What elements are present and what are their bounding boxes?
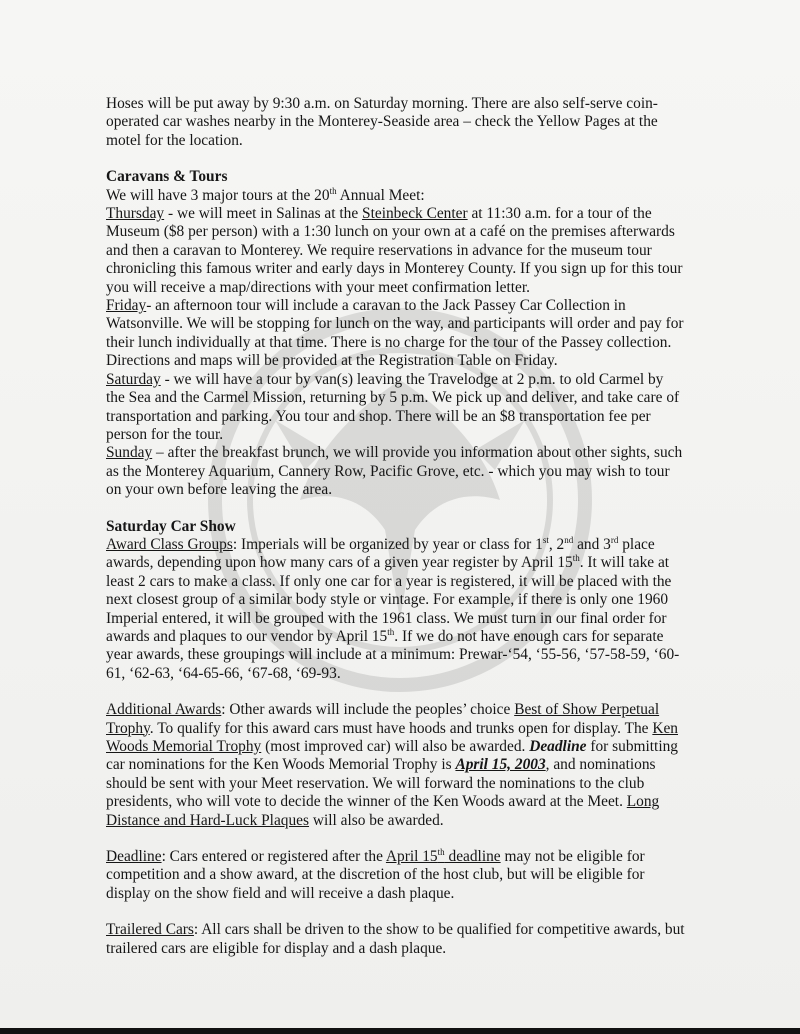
thursday-tour: Thursday - we will meet in Salinas at the Steinbeck Center at 11:30 a.m. for a tour of the Museum ($8 per person) with a 1:30 lunch on your own at a café on the premises afterwards and then a caravan to Monterey. We require reservations in advance for the museum tour chronicling this famous writer and early days in Monterey County. If you sign up for this tour you will receive a map/directions with your meet confirmation letter.	[106, 205, 683, 296]
intro-paragraph: Hoses will be put away by 9:30 a.m. on Saturday morning. There are also self-serve coin-operated car washes nearby in the Monterey-Seaside area – check the Yellow Pages at the motel for the location.	[106, 95, 658, 149]
friday-tour: Friday- an afternoon tour will include a caravan to the Jack Passey Car Collection in Watsonville. We will be stopping for lunch on the way, and participants will order and pay for their lunch individually at that time. There is no charge for the tour of the Passey collection. Directions and maps will be provided at the Registration Table on Friday.	[106, 297, 684, 370]
caravans-heading: Caravans & Tours	[106, 168, 228, 186]
car-show-heading: Saturday Car Show	[106, 517, 236, 535]
sunday-tour: Sunday – after the breakfast brunch, we will provide you information about other sights, such as the Monterey Aquarium, Cannery Row, Pacific Grove, etc. - which you may wish to tour on your own before leaving the area.	[106, 444, 683, 499]
deadline-paragraph: Deadline: Cars entered or registered after the April 15th deadline may not be eligible for competition and a show award, at the discretion of the host club, but will be eligible for display on the show field and will receive a dash plaque.	[106, 847, 645, 902]
document-body	[106, 95, 686, 958]
saturday-tour: Saturday - we will have a tour by van(s) leaving the Travelodge at 2 p.m. to old Carmel by the Sea and the Carmel Mission, returning by 5 p.m. We pick up and deliver, and take care of transportation and parking. You tour and shop. There will be an $8 transportation fee per person for the tour.	[106, 370, 680, 443]
caravans-intro: We will have 3 major tours at the 20th Annual Meet:	[106, 185, 425, 204]
trailered-cars-paragraph: Trailered Cars: All cars shall be driven to the show to be qualified for competitive awards, but trailered cars are eligible for display and a dash plaque.	[106, 921, 685, 957]
scan-edge	[0, 1028, 800, 1034]
additional-awards-paragraph: Additional Awards: Other awards will include the peoples’ choice Best of Show Perpetual Trophy. To qualify for this award cars must have hoods and trunks open for display. The Ken Woods Memorial Trophy (most improved car) will also be awarded. Deadline for submitting car nominations for the Ken Woods Memorial Trophy is April 15, 2003, and nominations should be sent with your Meet reservation. We will forward the nominations to the club presidents, who will vote to decide the winner of the Ken Woods award at the Meet. Long Distance and Hard-Luck Plaques will also be awarded.	[106, 701, 679, 829]
award-class-paragraph: Award Class Groups: Imperials will be organized by year or class for 1st, 2nd and 3rd place awards, depending upon how many cars of a given year register by April 15th. It will take at least 2 cars to make a class. If only one car for a year is registered, it will be placed with the next closest group of a similar body style or vintage. For example, if there is only one 1960 Imperial entered, it will be grouped with the 1961 class. We must turn in our final order for awards and plaques to our vendor by April 15th. If we do not have enough cars for separate year awards, these groupings will include at a minimum: Prewar-‘54, ‘55-56, ‘57-58-59, ‘60-61, ‘62-63, ‘64-65-66, ‘67-68, ‘69-93.	[106, 534, 680, 682]
